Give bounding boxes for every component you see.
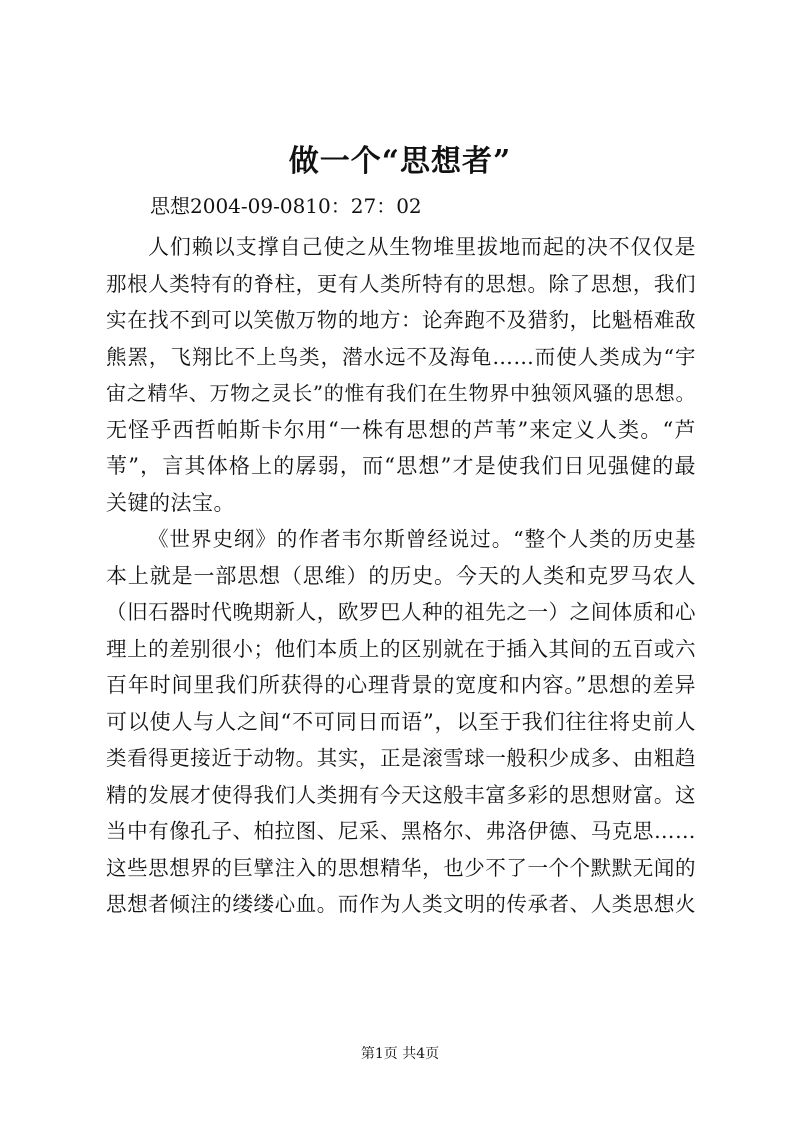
paragraph-line: 关键的法宝。 [106, 490, 235, 515]
paragraph-line: 宙之精华、万物之灵长”的惟有我们在生物界中独领风骚的思想。 [106, 381, 696, 405]
paragraph-line: 可以使人与人之间“不可同日而语”，以至于我们往往将史前人 [106, 709, 696, 734]
paragraph-line: 精的发展才使得我们人类拥有今天这般丰富多彩的思想财富。这 [106, 782, 696, 807]
paragraph-line: 熊罴，飞翔比不上鸟类，潜水远不及海龟……而使人类成为“宇 [106, 344, 696, 369]
page-footer: 第1页 共4页 [360, 1046, 440, 1062]
paragraph-line: 百年时间里我们所获得的心理背景的宽度和内容。”思想的差异 [106, 673, 696, 697]
paragraph-line: （旧石器时代晚期新人，欧罗巴人种的祖先之一）之间体质和心 [106, 600, 696, 624]
paragraph-line: 实在找不到可以笑傲万物的地方：论奔跑不及猎豹，比魁梧难敌 [106, 308, 696, 332]
document-meta: 思想2004-09-0810：27：02 [150, 194, 422, 218]
document-body [106, 229, 696, 923]
paragraph-line: 理上的差别很小；他们本质上的区别就在于插入其间的五百或六 [106, 636, 696, 661]
paragraph-line: 无怪乎西哲帕斯卡尔用“一株有思想的芦苇”来定义人类。“芦 [106, 417, 696, 442]
paragraph-line: 那根人类特有的脊柱，更有人类所特有的思想。除了思想，我们 [106, 271, 696, 296]
paragraph-line: 人们赖以支撑自己使之从生物堆里拔地而起的决不仅仅是 [148, 235, 696, 259]
document-title: 做一个“思想者” [288, 144, 512, 179]
paragraph-line: 当中有像孔子、柏拉图、尼采、黑格尔、弗洛伊德、马克思…… [106, 819, 696, 843]
paragraph-line: 《世界史纲》的作者韦尔斯曾经说过。“整个人类的历史基 [148, 527, 696, 551]
paragraph-line: 类看得更接近于动物。其实，正是滚雪球一般积少成多、由粗趋 [106, 746, 696, 770]
paragraph-line: 思想者倾注的缕缕心血。而作为人类文明的传承者、人类思想火 [106, 892, 696, 916]
paragraph-line: 这些思想界的巨擘注入的思想精华，也少不了一个个默默无闻的 [106, 855, 696, 880]
paragraph-line: 本上就是一部思想（思维）的历史。今天的人类和克罗马农人 [106, 563, 696, 588]
paragraph-line: 苇”，言其体格上的孱弱，而“思想”才是使我们日见强健的最 [106, 454, 696, 478]
